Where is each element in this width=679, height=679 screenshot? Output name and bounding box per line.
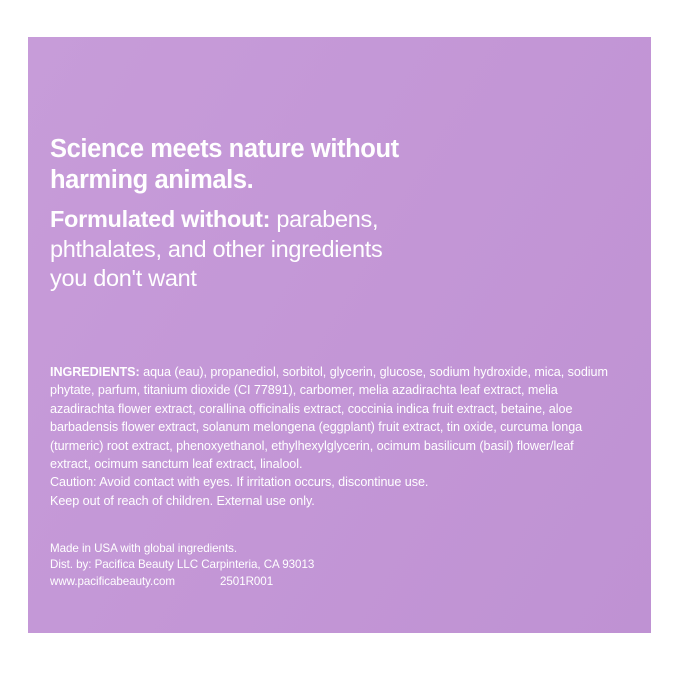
ingredients-block (50, 363, 610, 510)
subhead-bold-lead: Formulated without: (50, 206, 271, 232)
footer-website-row (50, 574, 500, 590)
made-in-line: Made in USA with global ingredients. (50, 542, 238, 555)
headline-line-1: Science meets nature without (50, 135, 399, 163)
subhead-rest-line-1: parabens, (270, 206, 379, 232)
headline-block (50, 134, 610, 196)
ingredients-label: INGREDIENTS: (50, 365, 140, 379)
website-link[interactable]: www.pacificabeauty.com (50, 574, 175, 588)
ingredients-paragraph (50, 363, 610, 473)
distributor-line: Dist. by: Pacifica Beauty LLC Carpinteria, CA 93013 (50, 558, 315, 572)
subhead-line-3: you don't want (50, 265, 197, 292)
subhead-block (50, 205, 620, 294)
subhead-line-1 (50, 205, 620, 235)
product-package-back-panel (28, 37, 651, 633)
caution-line-1: Caution: Avoid contact with eyes. If irritation occurs, discontinue use. (50, 475, 429, 490)
subhead-line-2: phthalates, and other ingredients (50, 235, 383, 262)
footer-block (50, 541, 500, 590)
batch-code: 2501R001 (220, 574, 274, 588)
headline-line-2: harming animals. (50, 166, 254, 195)
ingredients-list: aqua (eau), propanediol, sorbitol, glycerin, glucose, sodium hydroxide, mica, sodium phytate, parfum, titanium dioxide (CI 77891), carbomer, melia azadirachta leaf extract, melia azadirachta flower extract, corallina officinalis extract, coccinia indica fruit extract, betaine, aloe barbadensis flower extract, solanum melongena (eggplant) fruit extract, tin oxide, curcuma longa (turmeric) root extract, phenoxyethanol, ethylhexylglycerin, ocimum basilicum (basil) flower/leaf extract, ocimum sanctum leaf extract, linalool. (50, 365, 608, 471)
caution-line-2: Keep out of reach of children. External use only. (50, 493, 315, 508)
